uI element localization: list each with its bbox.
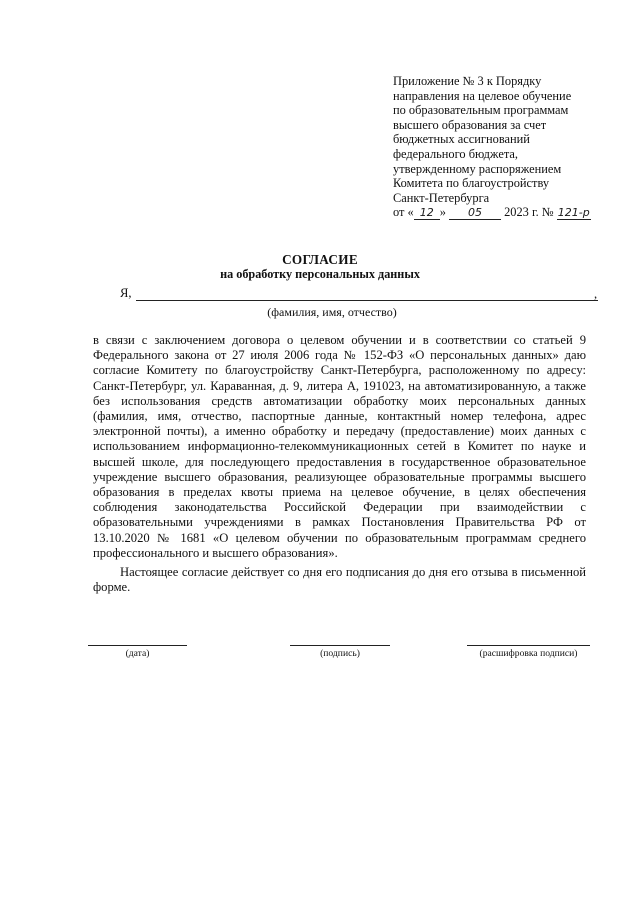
signature-sign-field: (подпись) — [290, 645, 390, 659]
date-prefix: от « — [393, 205, 414, 220]
title-block — [0, 252, 640, 282]
date-month-handwritten: 05 — [449, 207, 501, 220]
consent-paragraph-main: в связи с заключением договора о целевом обучении и в соответствии со статьей 9 Федерального закона от 27 июля 2006 года № 152-ФЗ «О персональных данных» даю согласие Комитету по благоустройству Санкт-Петербурга, расположенному по адресу: Санкт-Петербург, ул. Караванная, д. 9, литера А, 191023, на автоматизированную, а также без использования средств автоматизации обработку моих персональных данных (фамилия, имя, отчество, паспортные данные, контактный номер телефона, адрес электронной почты), а именно обработку и передачу (предоставление) моих данных с использованием информационно-телекоммуникационных сетей в Комитет по науке и высшей школе, для последующего предоставления в государственное образовательное учреждение высшего образования, реализующее образовательные программы высшего образования в пределах квоты приема на целевое обучение, в целях обеспечения соблюдения законодательства Российской Федерации при взаимодействии с образовательными учреждениями в рамках Постановления Правительства РФ от 13.10.2020 № 1681 «О целевом обучении по образовательным программам среднего профессионального и высшего образования». — [93, 333, 586, 560]
order-number-handwritten: 121-р — [557, 206, 590, 220]
name-field-prefix: Я, — [120, 286, 132, 300]
date-day-handwritten: 12 — [414, 207, 440, 220]
signature-date-field: (дата) — [88, 645, 187, 659]
signature-decode-field: (расшифровка подписи) — [467, 645, 590, 659]
appendix-line: федерального бюджета, — [393, 146, 518, 161]
consent-body — [93, 333, 586, 561]
date-mid: » — [439, 205, 446, 220]
document-subtitle: на обработку персональных данных — [220, 267, 420, 281]
consent-paragraph-validity: Настоящее согласие действует со дня его подписания до дня его отзыва в письменной форме. — [93, 565, 586, 595]
date-year: 2023 г. № — [504, 205, 554, 220]
name-field-blank — [136, 300, 598, 301]
appendix-line: Комитета по благоустройству — [393, 176, 550, 191]
name-field — [120, 286, 600, 306]
appendix-line: высшего образования за счет — [393, 117, 547, 132]
appendix-line: направления на целевое обучение — [393, 88, 572, 103]
appendix-date-line — [393, 205, 608, 220]
appendix-line: Приложение № 3 к Порядку — [393, 74, 542, 88]
appendix-line: утвержденному распоряжением — [393, 161, 562, 176]
appendix-line: Санкт-Петербурга — [393, 190, 490, 205]
document-title: СОГЛАСИЕ — [282, 252, 358, 267]
name-field-suffix: , — [594, 287, 598, 301]
appendix-header — [393, 74, 608, 220]
name-field-caption: (фамилия, имя, отчество) — [267, 305, 397, 319]
appendix-line: бюджетных ассигнований — [393, 132, 530, 147]
appendix-line: по образовательным программам — [393, 103, 569, 118]
